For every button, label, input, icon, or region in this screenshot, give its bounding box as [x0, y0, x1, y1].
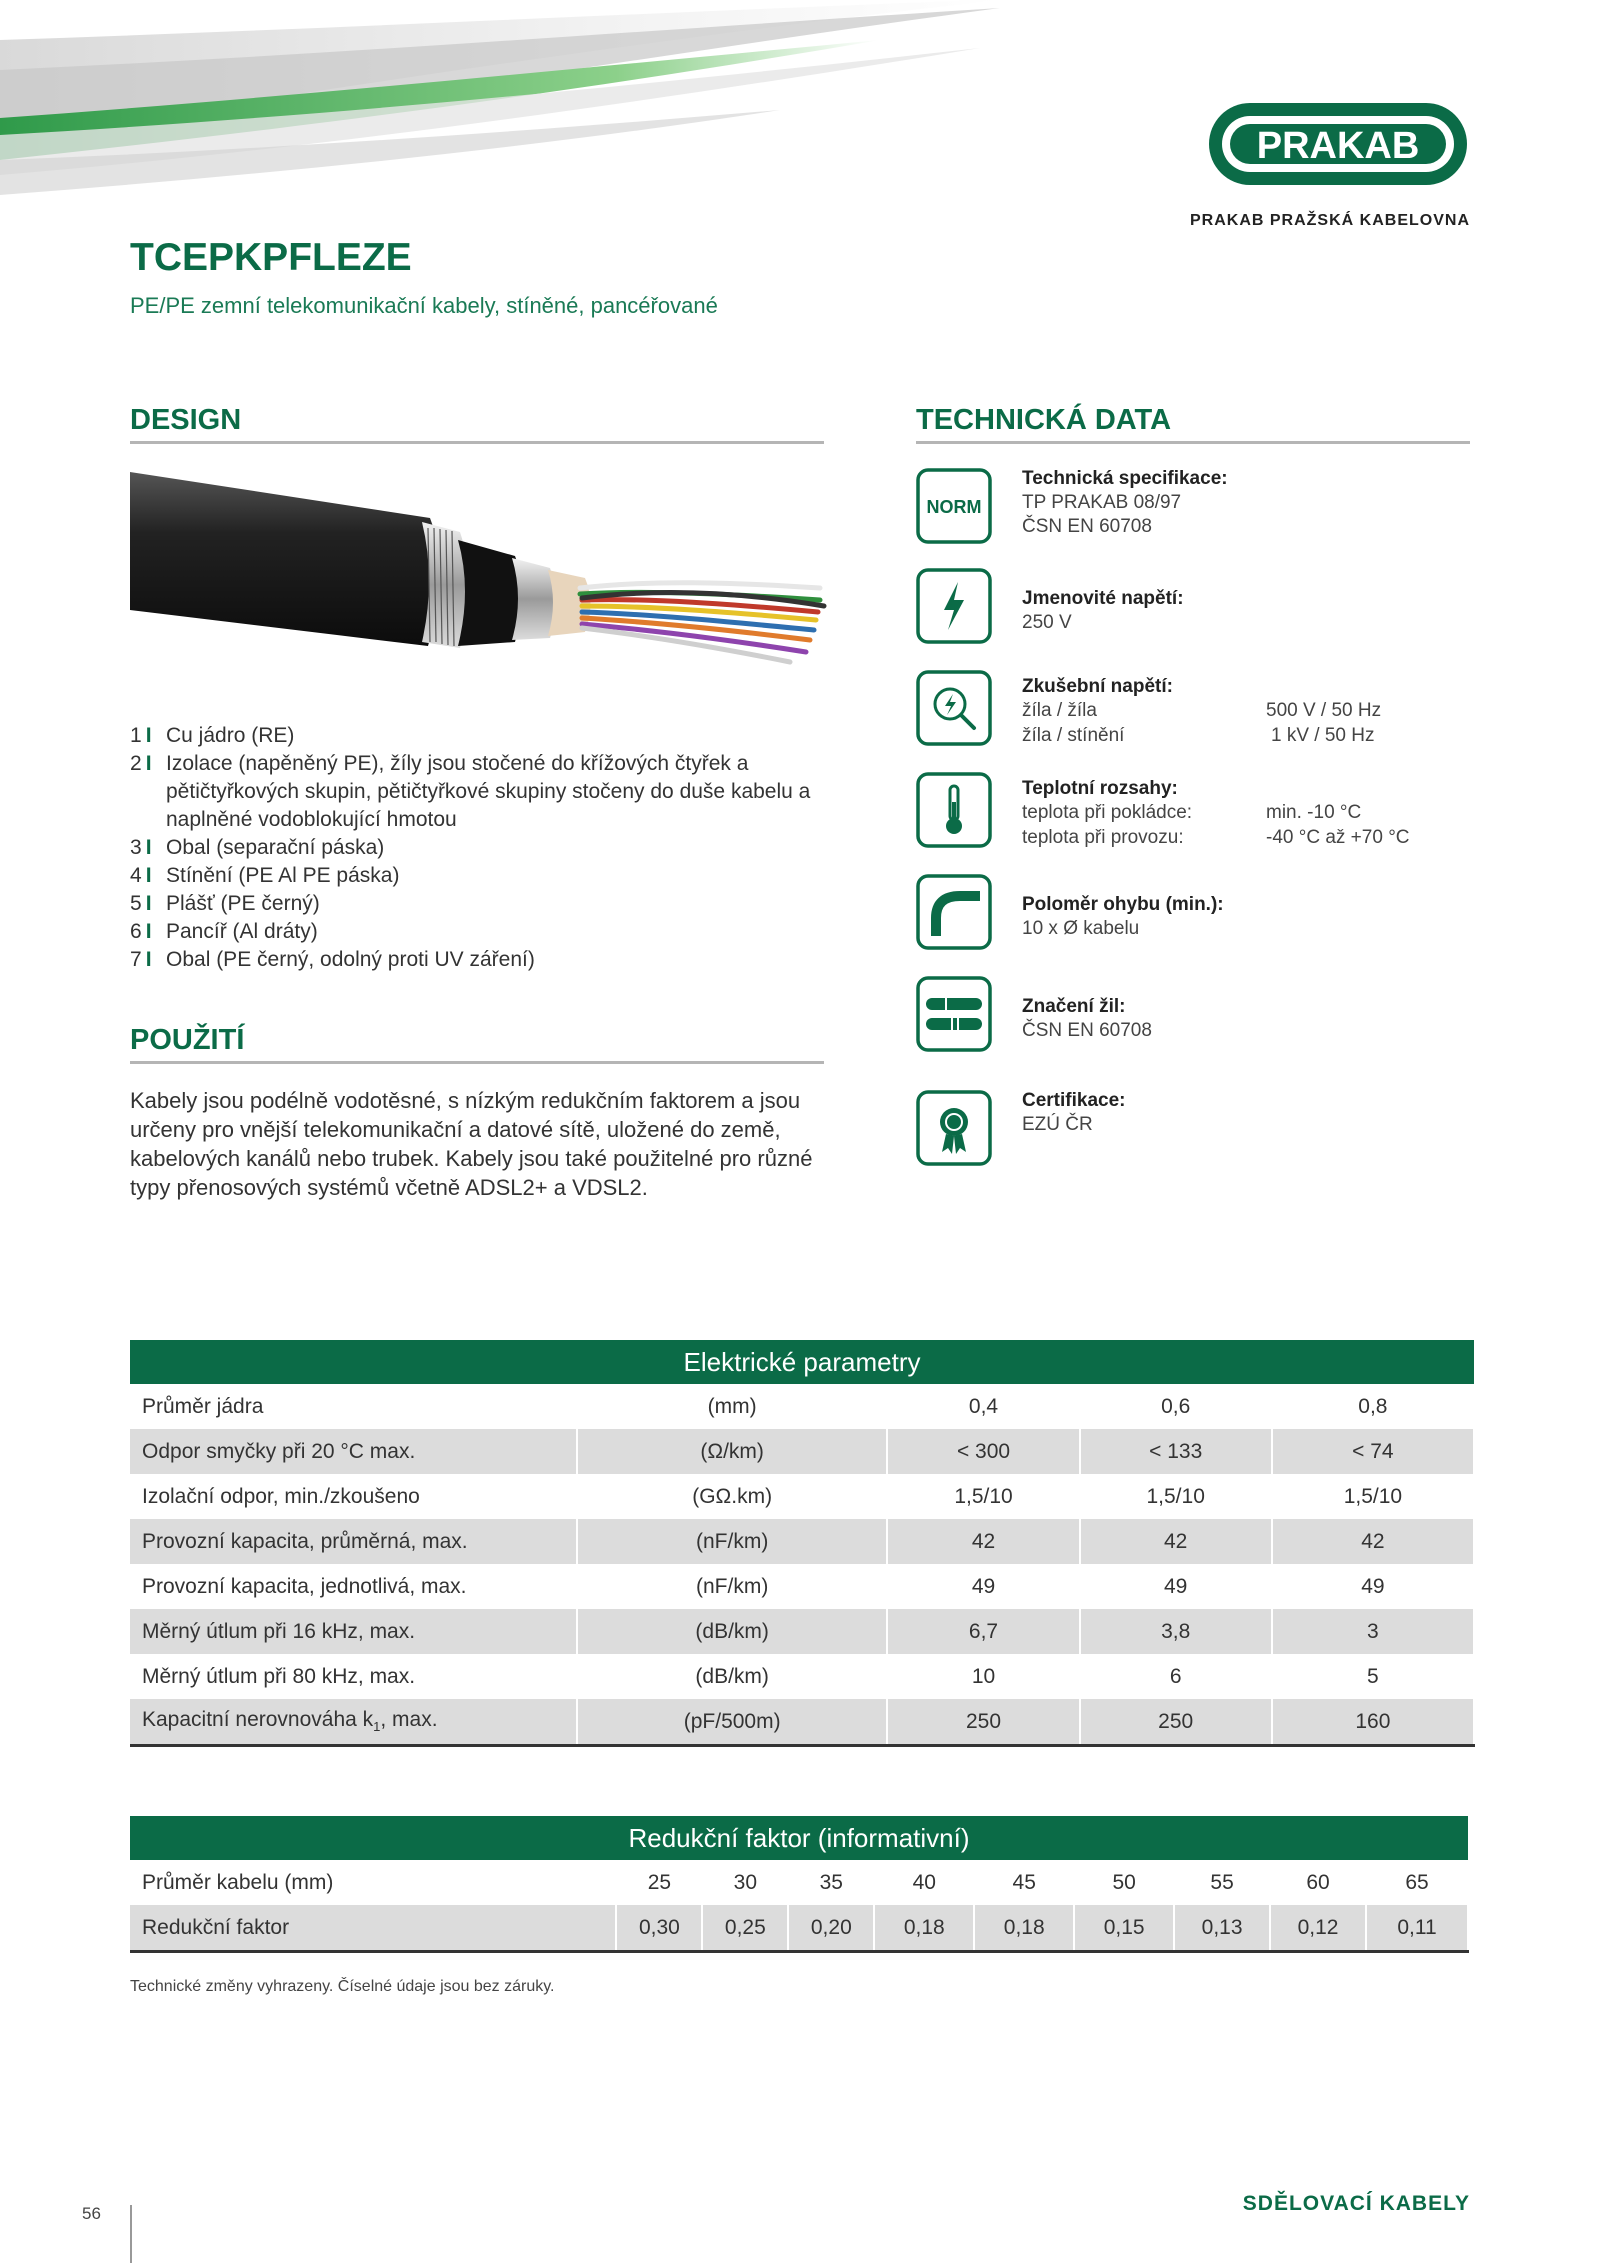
electrical-parameters-table	[130, 1340, 1475, 1747]
usage-text: Kabely jsou podélně vodotěsné, s nízkým redukčním faktorem a jsou určeny pro vnější telekomunikační a datové sítě, uložené do země, kabelových kanálů nebo trubek. Kabely jsou také použitelné pro různé typy přenosových systémů včetně ADSL2+ a VDSL2.	[130, 1088, 813, 1200]
cable-cross-section-image	[130, 470, 830, 690]
diameter-value: 65	[1366, 1860, 1468, 1905]
table-row	[130, 1609, 1474, 1654]
table-row	[130, 1905, 1468, 1952]
tech-spec-line: ČSN EN 60708	[1022, 516, 1152, 537]
param-value: 1,5/10	[887, 1474, 1079, 1519]
tech-temp-value: min. -10 °C	[1266, 802, 1362, 823]
design-item: 5 I Plášť (PE černý)	[130, 892, 320, 915]
bend-radius-icon	[916, 874, 992, 950]
param-value: 250	[1080, 1699, 1272, 1746]
param-value: 6,7	[887, 1609, 1079, 1654]
tech-test-value: 500 V / 50 Hz	[1266, 700, 1382, 721]
tech-temp-label: teplota při provozu:	[1022, 827, 1184, 848]
usage-heading: POUŽITÍ	[130, 1024, 824, 1064]
diameter-value: 45	[974, 1860, 1074, 1905]
param-label: Měrný útlum při 16 kHz, max.	[130, 1609, 577, 1654]
factor-label: Redukční faktor	[130, 1905, 616, 1952]
diameter-value: 55	[1174, 1860, 1270, 1905]
table-row	[130, 1564, 1474, 1609]
design-list	[130, 722, 830, 974]
diameter-value: 60	[1270, 1860, 1366, 1905]
design-item: 6 I Pancíř (Al dráty)	[130, 920, 318, 943]
electrical-table-title: Elektrické parametry	[130, 1340, 1474, 1384]
param-value: 0,8	[1272, 1384, 1474, 1429]
lightning-icon	[916, 568, 992, 644]
core-marking-icon	[916, 976, 992, 1052]
section-footer: SDĚLOVACÍ KABELY	[1242, 2192, 1470, 2215]
table-row	[130, 1429, 1474, 1474]
param-value: 3,8	[1080, 1609, 1272, 1654]
tech-bend-value: 10 x Ø kabelu	[1022, 918, 1140, 939]
voltage-test-icon	[916, 670, 992, 746]
tech-test-label: žíla / žíla	[1022, 700, 1097, 721]
factor-value: 0,18	[974, 1905, 1074, 1952]
param-value: 160	[1272, 1699, 1474, 1746]
diameter-value: 25	[616, 1860, 702, 1905]
reduction-factor-table	[130, 1816, 1469, 1953]
param-unit: (mm)	[577, 1384, 888, 1429]
param-value: 42	[1272, 1519, 1474, 1564]
product-subtitle: PE/PE zemní telekomunikační kabely, stíněné, pancéřované	[130, 293, 718, 318]
param-value: < 300	[887, 1429, 1079, 1474]
diameter-value: 30	[702, 1860, 788, 1905]
tech-marking-value: ČSN EN 60708	[1022, 1020, 1152, 1041]
diameter-label: Průměr kabelu (mm)	[130, 1860, 616, 1905]
param-value: 42	[887, 1519, 1079, 1564]
design-heading: DESIGN	[130, 404, 824, 444]
design-item: 4 I Stínění (PE Al PE páska)	[130, 864, 400, 887]
param-unit: (pF/500m)	[577, 1699, 888, 1746]
param-unit: (dB/km)	[577, 1609, 888, 1654]
tech-temperature-title: Teplotní rozsahy:	[1022, 778, 1178, 799]
logo-text: PRAKAB	[1256, 125, 1420, 167]
tech-voltage-title: Jmenovité napětí:	[1022, 588, 1184, 609]
param-value: 0,6	[1080, 1384, 1272, 1429]
param-label: Kapacitní nerovnováha $k_1$, max.	[130, 1699, 577, 1746]
diameter-value: 35	[788, 1860, 874, 1905]
factor-value: 0,20	[788, 1905, 874, 1952]
param-label: Izolační odpor, min./zkoušeno	[130, 1474, 577, 1519]
tech-voltage-value: 250 V	[1022, 612, 1072, 633]
param-value: 1,5/10	[1272, 1474, 1474, 1519]
table-row	[130, 1384, 1474, 1429]
param-value: 0,4	[887, 1384, 1079, 1429]
design-item: 1 I Cu jádro (RE)	[130, 724, 295, 747]
param-label: Odpor smyčky při 20 °C max.	[130, 1429, 577, 1474]
tech-temp-label: teplota při pokládce:	[1022, 802, 1193, 823]
factor-value: 0,11	[1366, 1905, 1468, 1952]
tech-test-label: žíla / stínění	[1022, 725, 1125, 746]
page-divider	[130, 2205, 132, 2263]
param-unit: (GΩ.km)	[577, 1474, 888, 1519]
factor-value: 0,15	[1074, 1905, 1174, 1952]
tech-spec-title: Technická specifikace:	[1022, 468, 1228, 489]
param-value: 5	[1272, 1654, 1474, 1699]
param-value: 250	[887, 1699, 1079, 1746]
footnote: Technické změny vyhrazeny. Číselné údaje jsou bez záruky.	[130, 1978, 555, 1995]
tech-test-voltage-title: Zkušební napětí:	[1022, 676, 1173, 697]
param-label: Provozní kapacita, průměrná, max.	[130, 1519, 577, 1564]
table-row	[130, 1860, 1468, 1905]
svg-text:NORM: NORM	[926, 497, 982, 517]
param-value: 10	[887, 1654, 1079, 1699]
param-unit: (Ω/km)	[577, 1429, 888, 1474]
param-label: Průměr jádra	[130, 1384, 577, 1429]
diameter-value: 40	[874, 1860, 974, 1905]
tech-cert-value: EZÚ ČR	[1022, 1114, 1093, 1135]
prakab-logo	[1206, 100, 1470, 188]
param-label: Provozní kapacita, jednotlivá, max.	[130, 1564, 577, 1609]
param-value: 49	[1272, 1564, 1474, 1609]
param-value: 3	[1272, 1609, 1474, 1654]
thermometer-icon	[916, 772, 992, 848]
param-value: 42	[1080, 1519, 1272, 1564]
param-unit: (nF/km)	[577, 1519, 888, 1564]
company-name: PRAKAB PRAŽSKÁ KABELOVNA	[1189, 212, 1470, 229]
design-item: 2 I Izolace (napěněný PE), žíly jsou stočené do křížových čtyřek a pětičtyřkových skupin, pětičtyřkové skupiny stočeny do duše kabelu a naplněné vodoblokující hmotou	[130, 752, 811, 831]
page-number: 56	[82, 2204, 101, 2223]
design-item: 3 I Obal (separační páska)	[130, 836, 385, 859]
tech-bend-title: Poloměr ohybu (min.):	[1022, 894, 1224, 915]
diameter-value: 50	[1074, 1860, 1174, 1905]
factor-value: 0,12	[1270, 1905, 1366, 1952]
tech-spec-line: TP PRAKAB 08/97	[1022, 492, 1182, 513]
param-unit: (dB/km)	[577, 1654, 888, 1699]
param-value: 6	[1080, 1654, 1272, 1699]
design-item: 7 I Obal (PE černý, odolný proti UV záření)	[130, 948, 535, 971]
factor-value: 0,25	[702, 1905, 788, 1952]
param-value: 49	[1080, 1564, 1272, 1609]
tech-temp-value: -40 °C až +70 °C	[1266, 827, 1410, 848]
factor-value: 0,13	[1174, 1905, 1270, 1952]
tech-cert-title: Certifikace:	[1022, 1090, 1126, 1111]
tech-heading: TECHNICKÁ DATA	[916, 404, 1470, 444]
param-value: < 74	[1272, 1429, 1474, 1474]
certificate-icon	[916, 1090, 992, 1166]
param-value: 1,5/10	[1080, 1474, 1272, 1519]
tech-marking-title: Značení žil:	[1022, 996, 1126, 1017]
param-label: Měrný útlum při 80 kHz, max.	[130, 1654, 577, 1699]
table-row	[130, 1474, 1474, 1519]
table-row	[130, 1519, 1474, 1564]
factor-value: 0,30	[616, 1905, 702, 1952]
tech-test-value: 1 kV / 50 Hz	[1271, 725, 1375, 746]
param-value: 49	[887, 1564, 1079, 1609]
reduction-table-title: Redukční faktor (informativní)	[130, 1816, 1468, 1860]
product-title: TCEPKPFLEZE	[130, 236, 412, 279]
table-row	[130, 1699, 1474, 1746]
norm-icon	[916, 468, 992, 544]
param-value: < 133	[1080, 1429, 1272, 1474]
param-unit: (nF/km)	[577, 1564, 888, 1609]
factor-value: 0,18	[874, 1905, 974, 1952]
table-row	[130, 1654, 1474, 1699]
